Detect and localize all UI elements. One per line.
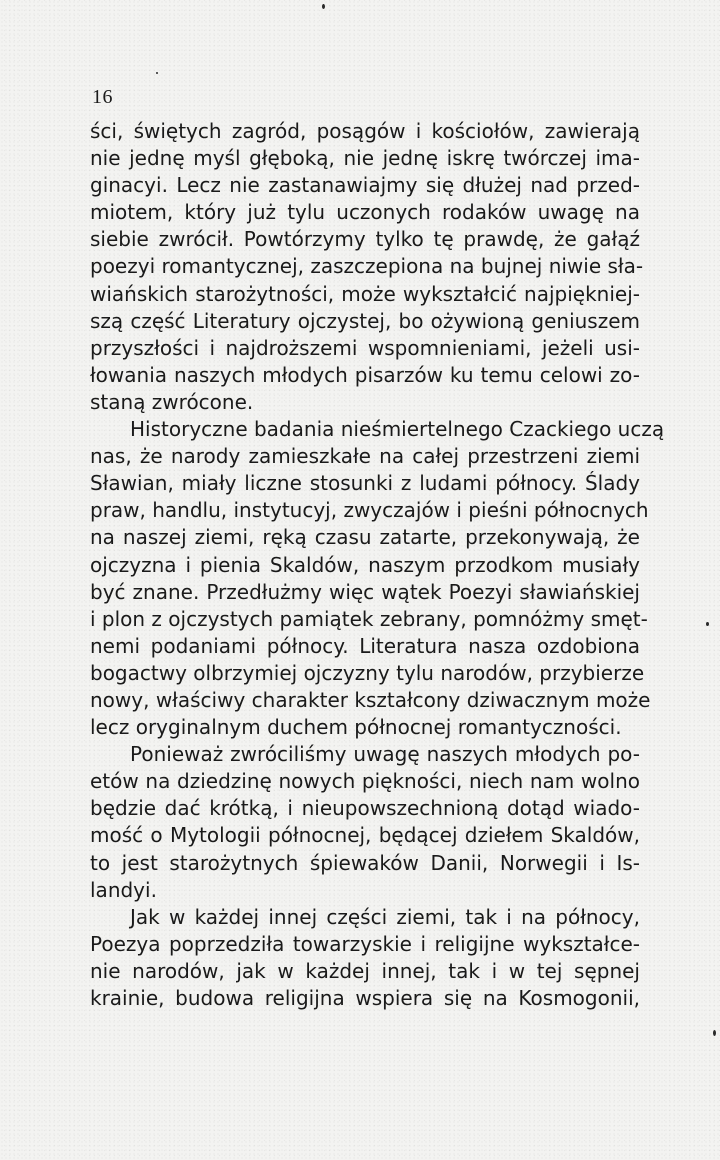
- text-line: nie narodów, jak w każdej innej, tak i w tej sępnej: [90, 958, 640, 983]
- text-line: wiańskich starożytności, może wykształcić najpiękniej-: [90, 281, 640, 306]
- scan-speck: [322, 4, 325, 9]
- text-line: nemi podaniami północy. Literatura nasza ozdobiona: [90, 633, 640, 658]
- text-line: szą część Literatury ojczystej, bo ożywioną geniuszem: [90, 308, 640, 333]
- text-line: na naszej ziemi, ręką czasu zatarte, przekonywają, że: [90, 525, 640, 550]
- text-line: to jest starożytnych śpiewaków Danii, Norwegii i Is-: [90, 850, 640, 875]
- body-text: [90, 118, 665, 1012]
- text-line: łowania naszych młodych pisarzów ku temu celowi zo-: [90, 362, 640, 387]
- text-line: będzie dać krótką, i nieupowszechnioną dotąd wiado-: [90, 796, 640, 821]
- text-line: nas, że narody zamieszkałe na całej przestrzeni ziemi: [90, 444, 640, 469]
- paragraph-last-line: staną zwrócone.: [90, 389, 254, 414]
- scan-speck: [156, 72, 158, 74]
- text-line: Sławian, miały liczne stosunki z ludami północy. Ślady: [90, 471, 640, 496]
- text-line: Poezya poprzedziła towarzyskie i religijne wykształce-: [90, 931, 640, 956]
- paragraph-first-line: Historyczne badania nieśmiertelnego Czackiego uczą: [130, 417, 665, 442]
- text-line: siebie zwrócił. Powtórzymy tylko tę prawdę, że gałąź: [90, 227, 640, 252]
- text-line: bogactwy olbrzymiej ojczyzny tylu narodów, przybierze: [90, 660, 645, 685]
- text-line: mość o Mytologii północnej, będącej dziełem Skaldów,: [90, 823, 640, 848]
- text-line: ojczyzna i pienia Skaldów, naszym przodkom musiały: [90, 552, 640, 577]
- text-line: przyszłości i najdroższemi wspomnieniami, jeżeli usi-: [90, 335, 640, 360]
- text-line: etów na dziedzinę nowych piękności, niech nam wolno: [90, 769, 640, 794]
- text-line: poezyi romantycznej, zaszczepiona na bujnej niwie sła-: [90, 254, 644, 279]
- paragraph-last-line: landyi.: [90, 877, 157, 902]
- text-line: i plon z ojczystych pamiątek zebrany, pomnóżmy smęt-: [90, 606, 648, 631]
- text-line: krainie, budowa religijna wspiera się na Kosmogonii,: [90, 986, 640, 1010]
- text-line: praw, handlu, instytucyj, zwyczajów i pieśni północnych: [90, 498, 649, 523]
- paragraph-first-line: Ponieważ zwróciliśmy uwagę naszych młodych po-: [130, 742, 640, 767]
- text-line: miotem, który już tylu uczonych rodaków uwagę na: [90, 200, 640, 225]
- text-line: ginacyi. Lecz nie zastanawiajmy się dłużej nad przed-: [90, 173, 640, 198]
- text-line: nie jednę myśl głęboką, nie jednę iskrę twórczej ima-: [90, 146, 640, 171]
- text-line: ści, świętych zagród, posągów i kościołów, zawierają: [90, 119, 640, 143]
- paragraph-last-line: lecz oryginalnym duchem północnej romantyczności.: [90, 715, 622, 740]
- scan-speck: [706, 622, 709, 626]
- page-number: 16: [92, 86, 113, 108]
- text-line: nowy, właściwy charakter kształcony dziwacznym może: [90, 687, 651, 712]
- scan-speck: [713, 1030, 716, 1036]
- text-line: być znane. Przedłużmy więc wątek Poezyi sławiańskiej: [90, 579, 640, 604]
- paragraph-first-line: Jak w każdej innej części ziemi, tak i na północy,: [130, 904, 640, 929]
